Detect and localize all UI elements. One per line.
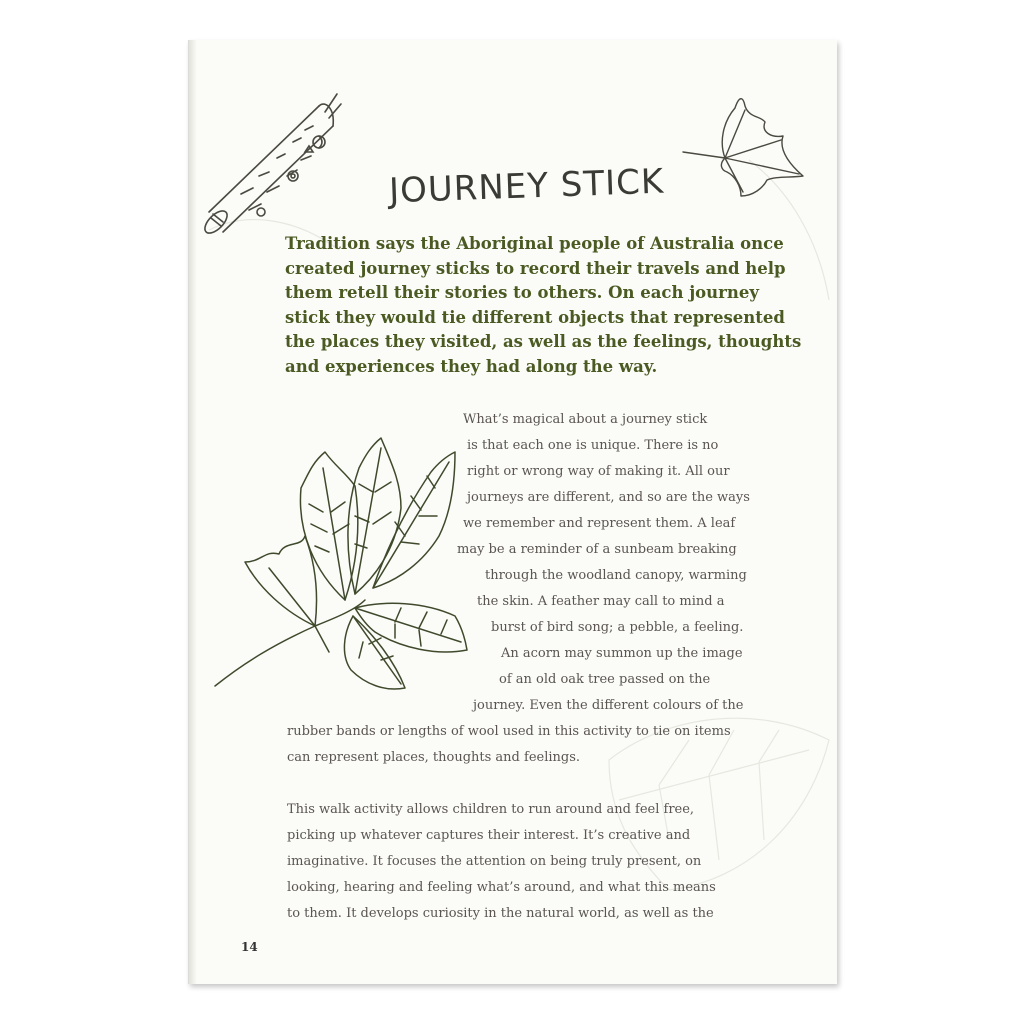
body-line: journeys are different, and so are the ways <box>467 490 750 505</box>
intro-line: and experiences they had along the way. <box>285 356 658 376</box>
intro-line: the places they visited, as well as the feelings, thoughts <box>285 332 802 351</box>
intro-line: created journey sticks to record their travels and help <box>285 258 786 278</box>
body-line: burst of bird song; a pebble, a feeling. <box>491 620 744 635</box>
stick-illustration <box>201 84 341 254</box>
bramble-leaf-illustration <box>205 412 475 702</box>
body-line: is that each one is unique. There is no <box>467 438 719 453</box>
book-page <box>188 40 837 984</box>
body-line: of an old oak tree passed on the <box>499 672 711 687</box>
body-line: An acorn may summon up the image <box>501 646 743 661</box>
body-line: journey. Even the different colours of the <box>473 698 744 713</box>
intro-line: them retell their stories to others. On each journey <box>285 283 759 302</box>
body-line: through the woodland canopy, warming <box>485 568 747 583</box>
body-line: can represent places, thoughts and feelings. <box>287 750 581 765</box>
body-line: may be a reminder of a sunbeam breaking <box>457 542 737 557</box>
intro-line: stick they would tie different objects that represented <box>285 307 785 327</box>
body-line: right or wrong way of making it. All our <box>467 464 730 479</box>
body-line: to them. It develops curiosity in the natural world, as well as the <box>287 906 714 921</box>
ivy-leaf-illustration <box>679 92 819 202</box>
body-line: imaginative. It focuses the attention on being truly present, on <box>287 854 702 869</box>
body-line: rubber bands or lengths of wool used in this activity to tie on items <box>287 724 731 739</box>
intro-paragraph <box>285 232 805 379</box>
body-line: the skin. A feather may call to mind a <box>477 594 725 609</box>
body-line: looking, hearing and feeling what’s around, and what this means <box>287 880 716 895</box>
body-line: picking up whatever captures their interest. It’s creative and <box>287 828 691 843</box>
page-number: 14 <box>241 940 258 954</box>
intro-line: Tradition says the Aboriginal people of Australia once <box>285 234 784 253</box>
page-title: JOURNEY STICK <box>388 161 665 212</box>
body-line: This walk activity allows children to run around and feel free, <box>287 802 695 817</box>
body-line: What’s magical about a journey stick <box>463 412 708 427</box>
body-line: we remember and represent them. A leaf <box>463 516 736 531</box>
